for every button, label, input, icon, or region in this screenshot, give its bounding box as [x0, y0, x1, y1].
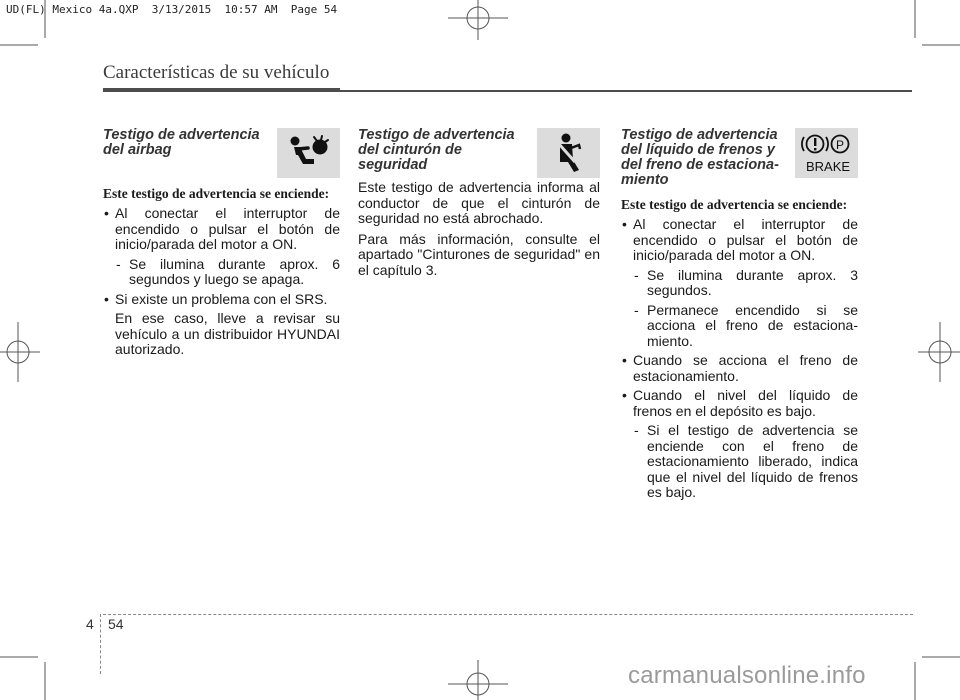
- sub-item-text: Permanece encendido si se acciona el freno de estaciona-miento.: [647, 301, 858, 349]
- list-item: • Al conectar el interruptor de encendido o pulsar el botón de inicio/parada del motor a ON.: [103, 206, 340, 253]
- list-item: • Si existe un problema con el SRS.: [103, 292, 340, 308]
- list-item: • Cuando el nivel del líquido de frenos en el depósito es bajo.: [621, 388, 858, 419]
- sub-item: - Se ilumina durante aprox. 6 segundos y luego se apaga.: [116, 255, 340, 287]
- sub-item: - Permanece encendido si se acciona el freno de estaciona-miento.: [634, 301, 858, 349]
- sub-item-text: Se ilumina durante aprox. 3 segundos.: [647, 266, 858, 298]
- airbag-lead: Este testigo de advertencia se enciende:: [103, 186, 330, 201]
- sub-item: - Se ilumina durante aprox. 3 segundos.: [634, 266, 858, 298]
- section-title: Características de su vehículo: [103, 62, 330, 83]
- column-seatbelt: [358, 128, 600, 283]
- page-number: 54: [108, 616, 124, 632]
- section-number: 4: [86, 616, 94, 632]
- seatbelt-heading: Testigo de advertencia del cinturón de seguridad: [358, 127, 515, 173]
- column-brake: [621, 128, 858, 505]
- brake-warning-icon: [795, 128, 858, 178]
- sub-item-text: Si el testigo de advertencia se enciende con el freno de estacionamiento liberado, indica que el nivel del líquido de frenos es bajo.: [647, 422, 858, 500]
- footer-divider: [100, 614, 101, 674]
- seatbelt-warning-icon: [537, 128, 600, 178]
- seatbelt-paragraph: Para más información, consulte el apartado "Cinturones de seguridad" en el capítulo 3.: [358, 230, 600, 278]
- brake-heading: Testigo de advertencia del líquido de frenos y del freno de estaciona-miento: [621, 127, 779, 188]
- sub-item-text: Se ilumina durante aprox. 6 segundos y luego se apaga.: [129, 255, 340, 287]
- airbag-note: En ese caso, lleve a revisar su vehículo a un distribuidor HYUNDAI autorizado.: [115, 310, 340, 357]
- printer-slug: UD(FL) Mexico 4a.QXP 3/13/2015 10:57 AM Page 54: [6, 3, 338, 16]
- header-rule: [340, 90, 912, 92]
- airbag-warning-icon: [277, 128, 340, 178]
- brake-icon-label: BRAKE: [805, 159, 850, 174]
- footer-rule: [103, 614, 913, 615]
- list-item: • Al conectar el interruptor de encendido o pulsar el botón de inicio/parada del motor a ON.: [621, 217, 858, 264]
- brake-lead: Este testigo de advertencia se enciende:: [621, 197, 848, 212]
- watermark: carmanualsonline.info: [628, 662, 866, 689]
- svg-text:P: P: [835, 138, 844, 152]
- list-item: • Cuando se acciona el freno de estacionamiento.: [621, 353, 858, 384]
- seatbelt-paragraph: Este testigo de advertencia informa al conductor de que el cinturón de seguridad no está abrochado.: [358, 179, 600, 226]
- airbag-heading: Testigo de advertencia del airbag: [103, 127, 260, 158]
- header-bar: [103, 88, 340, 92]
- column-airbag: [103, 128, 340, 362]
- sub-item: - Si el testigo de advertencia se enciende con el freno de estacionamiento liberado, indica que el nivel del líquido de frenos es bajo.: [634, 422, 858, 500]
